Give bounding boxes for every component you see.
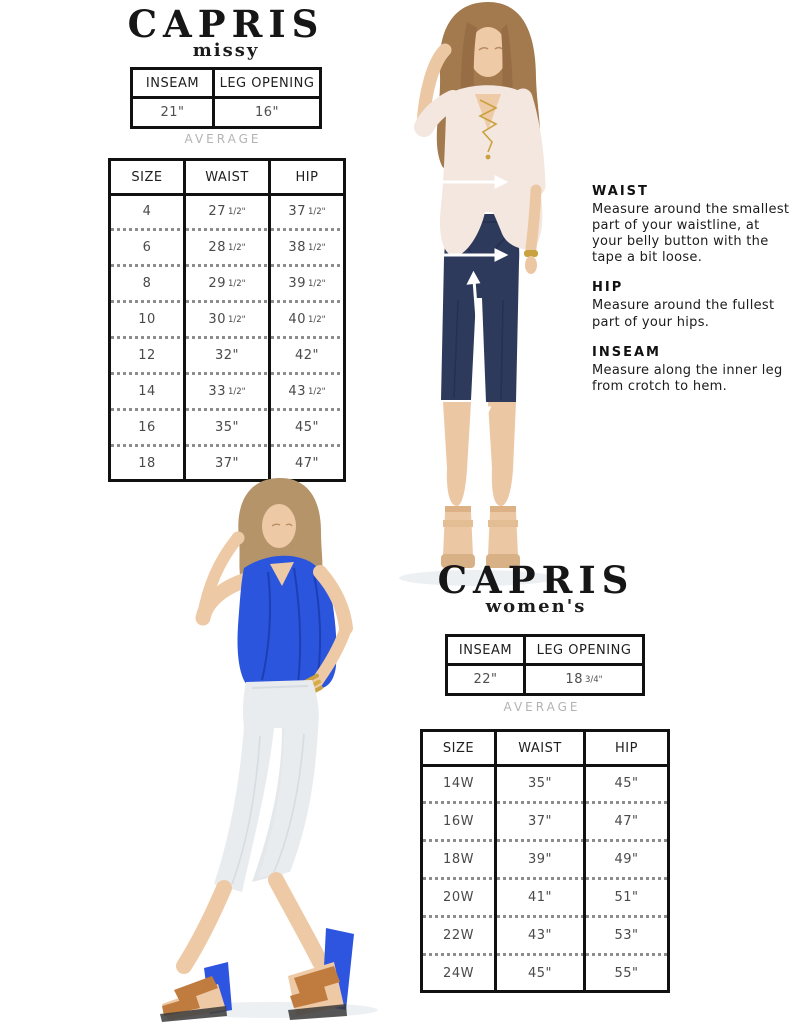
waist-value: 32" bbox=[186, 340, 271, 371]
missy-inseam-table bbox=[130, 67, 322, 129]
size-value: 16W bbox=[423, 805, 497, 838]
inseam-guide-heading: INSEAM bbox=[592, 344, 661, 360]
hip-column-header: HIP bbox=[295, 169, 319, 185]
size-value: 14 bbox=[111, 376, 186, 407]
waist-value: 30 1/2" bbox=[186, 304, 271, 335]
model-hand-left bbox=[232, 532, 245, 545]
size-value: 10 bbox=[111, 304, 186, 335]
leg-opening-value: 18 3/4" bbox=[565, 672, 603, 687]
leg-opening-value: 16" bbox=[254, 105, 280, 120]
size-table-row bbox=[423, 805, 667, 838]
missy-size-table bbox=[108, 158, 346, 482]
model-hand bbox=[525, 256, 537, 274]
hip-value: 43 1/2" bbox=[288, 384, 326, 399]
womens-section-title: CAPRIS bbox=[437, 558, 635, 602]
hip-guide-heading: HIP bbox=[592, 280, 624, 296]
hip-value: 45" bbox=[294, 420, 320, 435]
waist-value: 33 1/2" bbox=[186, 376, 271, 407]
hip-value: 42" bbox=[294, 348, 320, 363]
table-header-row bbox=[133, 70, 319, 99]
size-value: 6 bbox=[111, 232, 186, 263]
hip-value: 37 1/2" bbox=[288, 204, 326, 219]
hip-column-header: HIP bbox=[615, 740, 638, 756]
womens-average-label: AVERAGE bbox=[503, 700, 581, 714]
missy-average-label: AVERAGE bbox=[184, 132, 262, 146]
waist-value: 45" bbox=[497, 957, 586, 990]
size-value: 16 bbox=[111, 412, 186, 443]
table-header-row bbox=[448, 637, 642, 666]
model-right-calf bbox=[488, 402, 516, 506]
size-table-row bbox=[423, 919, 667, 952]
table-header-row bbox=[423, 732, 667, 767]
model-lowered-arm bbox=[531, 190, 536, 248]
size-column-header: SIZE bbox=[423, 732, 497, 764]
leg-opening-header: LEG OPENING bbox=[215, 70, 319, 99]
tan-blue-sandal-left bbox=[160, 962, 232, 1022]
size-table-row bbox=[111, 196, 343, 227]
model-right-calf bbox=[276, 880, 320, 962]
size-value: 18W bbox=[423, 843, 497, 876]
size-table-row bbox=[111, 448, 343, 479]
waist-column-header: WAIST bbox=[186, 161, 271, 193]
waist-value: 37" bbox=[186, 448, 271, 479]
hip-value: 47" bbox=[614, 814, 639, 829]
womens-section-subtitle: women's bbox=[485, 596, 587, 617]
white-capri-pants bbox=[214, 680, 319, 892]
model-left-calf bbox=[184, 888, 224, 966]
womens-size-table bbox=[420, 729, 670, 993]
hip-value: 45" bbox=[614, 776, 639, 791]
size-table-row bbox=[111, 304, 343, 335]
model-face bbox=[262, 504, 296, 548]
waist-value: 39" bbox=[497, 843, 586, 876]
size-table-row bbox=[423, 881, 667, 914]
size-table-row bbox=[423, 767, 667, 800]
size-table-row bbox=[423, 957, 667, 990]
inseam-guide-text: Measure along the inner leg from crotch to hem. bbox=[592, 362, 783, 394]
hip-guide-text: Measure around the fullest part of your hips. bbox=[592, 298, 775, 330]
hip-value: 49" bbox=[614, 852, 639, 867]
table-header-row bbox=[111, 161, 343, 196]
missy-section-title: CAPRIS bbox=[127, 2, 325, 46]
model-left-calf bbox=[443, 402, 471, 506]
table-value-row bbox=[133, 99, 319, 126]
leg-opening-header: LEG OPENING bbox=[526, 637, 642, 666]
hip-value: 55" bbox=[614, 966, 639, 981]
leg-opening-measure-arrow bbox=[388, 409, 426, 418]
waist-value: 29 1/2" bbox=[186, 268, 271, 299]
gold-pendant bbox=[486, 155, 491, 160]
size-table-row bbox=[111, 412, 343, 443]
womens-model-photo bbox=[148, 476, 440, 1024]
hip-value: 47" bbox=[294, 456, 320, 471]
inseam-value: 22" bbox=[448, 666, 526, 693]
size-column-header: SIZE bbox=[111, 161, 186, 193]
size-table-row bbox=[423, 843, 667, 876]
waist-value: 28 1/2" bbox=[186, 232, 271, 263]
model-wearing-white-capris bbox=[148, 476, 440, 1024]
waist-guide-text: Measure around the smallest part of your waistline, at your belly button with the tape a bit loose. bbox=[592, 202, 790, 266]
size-value: 24W bbox=[423, 957, 497, 990]
waist-value: 43" bbox=[497, 919, 586, 952]
size-table-row bbox=[111, 232, 343, 263]
hip-value: 53" bbox=[614, 928, 639, 943]
size-value: 4 bbox=[111, 196, 186, 227]
tan-blue-sandal-right bbox=[288, 928, 354, 1020]
size-table-row bbox=[111, 340, 343, 371]
hip-value: 38 1/2" bbox=[288, 240, 326, 255]
hip-value: 39 1/2" bbox=[288, 276, 326, 291]
size-table-row bbox=[111, 268, 343, 299]
missy-section-subtitle: missy bbox=[192, 40, 260, 61]
size-table-row bbox=[111, 376, 343, 407]
waist-value: 41" bbox=[497, 881, 586, 914]
hip-value: 51" bbox=[614, 890, 639, 905]
waist-guide-heading: WAIST bbox=[592, 184, 649, 199]
size-value: 8 bbox=[111, 268, 186, 299]
waist-value: 27 1/2" bbox=[186, 196, 271, 227]
size-value: 18 bbox=[111, 448, 186, 479]
hip-value: 40 1/2" bbox=[288, 312, 326, 327]
waist-value: 37" bbox=[497, 805, 586, 838]
size-value: 12 bbox=[111, 340, 186, 371]
size-value: 22W bbox=[423, 919, 497, 952]
womens-inseam-table bbox=[445, 634, 645, 696]
table-value-row bbox=[448, 666, 642, 693]
waist-value: 35" bbox=[186, 412, 271, 443]
gold-watch bbox=[524, 250, 538, 257]
waist-column-header: WAIST bbox=[497, 732, 586, 764]
inseam-header: INSEAM bbox=[133, 70, 215, 99]
size-value: 20W bbox=[423, 881, 497, 914]
size-value: 14W bbox=[423, 767, 497, 800]
inseam-header: INSEAM bbox=[448, 637, 526, 666]
waist-value: 35" bbox=[497, 767, 586, 800]
measurement-guide bbox=[592, 184, 794, 409]
inseam-value: 21" bbox=[133, 99, 215, 126]
